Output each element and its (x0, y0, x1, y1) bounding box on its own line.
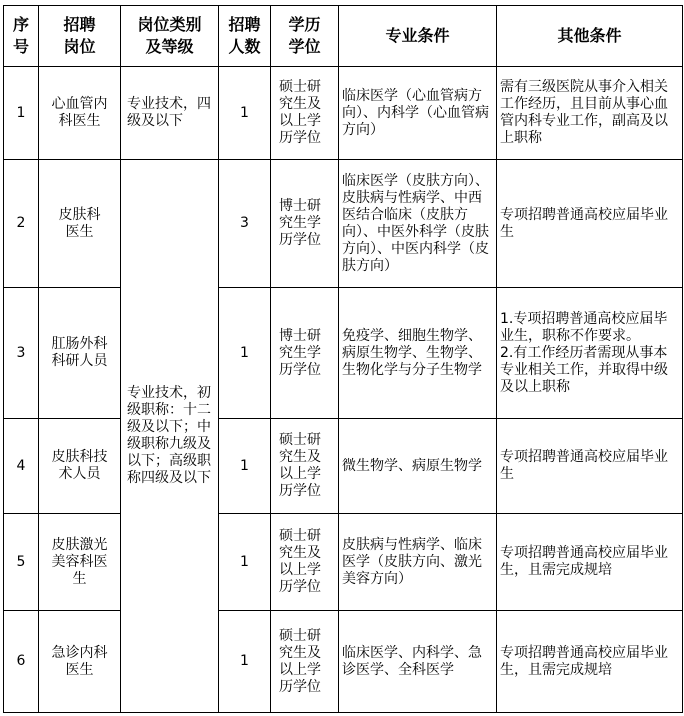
header-category: 岗位类别及等级 (121, 6, 219, 67)
row-category-merged: 专业技术，初级职称：十二级及以下；中级职称九级及以下；高级职称四级及以下 (121, 160, 219, 713)
row-major: 皮肤病与性病学、临床医学（皮肤方向、激光美容方向） (339, 514, 497, 611)
row-degree: 硕士研究生及以上学历学位 (271, 67, 339, 160)
row-count: 1 (219, 514, 271, 611)
row-no: 4 (4, 419, 39, 514)
table-row (4, 288, 683, 419)
row-post: 急诊内科医生 (39, 611, 121, 713)
table-row (4, 160, 683, 288)
row-post: 皮肤激光美容科医生 (39, 514, 121, 611)
header-degree: 学历学位 (271, 6, 339, 67)
row-no: 3 (4, 288, 39, 419)
row-major: 免疫学、细胞生物学、病原生物学、生物学、生物化学与分子生物学 (339, 288, 497, 419)
header-major: 专业条件 (339, 6, 497, 67)
row-degree: 硕士研究生及以上学历学位 (271, 611, 339, 713)
table-row (4, 514, 683, 611)
row-major: 微生物学、病原生物学 (339, 419, 497, 514)
row-other: 专项招聘普通高校应届毕业生 (497, 160, 683, 288)
row-degree: 硕士研究生及以上学历学位 (271, 514, 339, 611)
row-other: 需有三级医院从事介入相关工作经历，且目前从事心血管内科专业工作，副高及以上职称 (497, 67, 683, 160)
row-count: 3 (219, 160, 271, 288)
header-other: 其他条件 (497, 6, 683, 67)
row-major: 临床医学（心血管病方向）、内科学（心血管病方向） (339, 67, 497, 160)
row-category: 专业技术，四级及以下 (121, 67, 219, 160)
row-no: 2 (4, 160, 39, 288)
row-no: 5 (4, 514, 39, 611)
row-post: 心血管内科医生 (39, 67, 121, 160)
header-count: 招聘人数 (219, 6, 271, 67)
header-row (4, 6, 683, 67)
row-count: 1 (219, 419, 271, 514)
row-post: 皮肤科医生 (39, 160, 121, 288)
row-count: 1 (219, 288, 271, 419)
row-degree: 博士研究生学历学位 (271, 160, 339, 288)
row-count: 1 (219, 67, 271, 160)
table-row (4, 611, 683, 713)
table-row (4, 419, 683, 514)
row-post: 皮肤科技术人员 (39, 419, 121, 514)
row-degree: 硕士研究生及以上学历学位 (271, 419, 339, 514)
row-other: 专项招聘普通高校应届毕业生 (497, 419, 683, 514)
row-major: 临床医学、内科学、急诊医学、全科医学 (339, 611, 497, 713)
row-other: 专项招聘普通高校应届毕业生，且需完成规培 (497, 611, 683, 713)
row-other: 1.专项招聘普通高校应届毕业生，职称不作要求。 2.有工作经历者需现从事本专业相关工作，并取得中级及以上职称 (497, 288, 683, 419)
row-post: 肛肠外科科研人员 (39, 288, 121, 419)
row-degree: 博士研究生学历学位 (271, 288, 339, 419)
header-no: 序号 (4, 6, 39, 67)
row-no: 1 (4, 67, 39, 160)
row-major: 临床医学（皮肤方向）、皮肤病与性病学、中西医结合临床（皮肤方向）、中医外科学（皮肤方向）、中医内科学（皮肤方向） (339, 160, 497, 288)
row-count: 1 (219, 611, 271, 713)
recruitment-table (3, 5, 683, 713)
row-other: 专项招聘普通高校应届毕业生，且需完成规培 (497, 514, 683, 611)
table-row (4, 67, 683, 160)
header-post: 招聘岗位 (39, 6, 121, 67)
row-no: 6 (4, 611, 39, 713)
